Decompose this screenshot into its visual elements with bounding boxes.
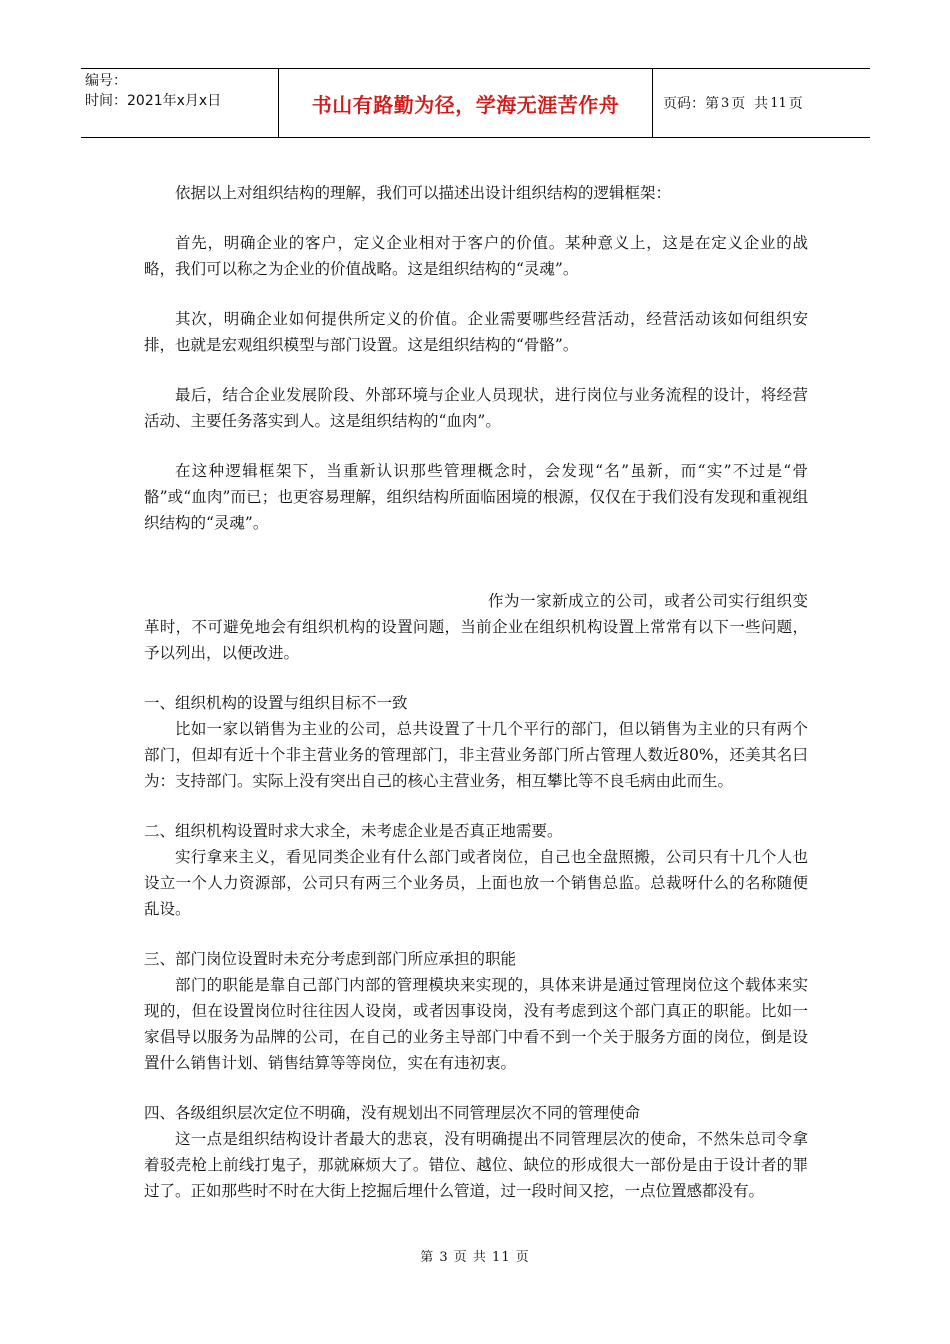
header-meta [81,69,279,137]
page-footer: 第 3 页 共 11 页 [420,1250,530,1265]
page-label-suffix: 页 [788,96,803,112]
heading-issue-2: 二、组织机构设置时求大求全，未考虑企业是否真正地需要。 [144,822,563,840]
paragraph-second: 其次，明确企业如何提供所定义的价值。企业需要哪些经营活动，经营活动该如何组织安排，也就是宏观组织模型与部门设置。这是组织结构的“骨骼”。 [144,310,808,354]
paragraph-first: 首先，明确企业的客户，定义企业相对于客户的价值。某种意义上，这是在定义企业的战略，我们可以称之为企业的价值战略。这是组织结构的“灵魂”。 [144,234,808,278]
paragraph-new-company: 作为一家新成立的公司，或者公司实行组织变革时，不可避免地会有组织机构的设置问题，当前企业在组织机构设置上常常有以下一些问题，予以列出，以便改进。 [144,592,808,662]
paragraph-issue-2: 实行拿来主义，看见同类企业有什么部门或者岗位，自己也全盘照搬，公司只有十几个人也设立一个人力资源部，公司只有两三个业务员，上面也放一个销售总监。总裁呀什么的名称随便乱设。 [144,848,808,918]
paragraph-issue-4: 这一点是组织结构设计者最大的悲哀，没有明确提出不同管理层次的使命，不然朱总司令拿着驳壳枪上前线打鬼子，那就麻烦大了。错位、越位、缺位的形成很大一部份是由于设计者的罪过了。正如那些时不时在大街上挖掘后埋什么管道，过一段时间又挖，一点位置感都没有。 [144,1130,808,1200]
header-motto-cell [279,69,653,137]
header-page-info [653,69,870,137]
heading-issue-1: 一、组织机构的设置与组织目标不一致 [144,694,408,712]
document-body [144,180,808,1204]
page-label-mid: 页 共 [731,96,769,112]
paragraph-framework: 在这种逻辑框架下，当重新认识那些管理概念时，会发现“名”虽新，而“实”不过是“骨骼”或“血肉”而已；也更容易理解，组织结构所面临困境的根源，仅仅在于我们没有发现和重视组织结构的“灵魂”。 [144,462,808,532]
heading-issue-3: 三、部门岗位设置时未充分考虑到部门所应承担的职能 [144,950,517,968]
heading-issue-4: 四、各级组织层次定位不明确，没有规划出不同管理层次不同的管理使命 [144,1104,641,1122]
paragraph-issue-3: 部门的职能是靠自己部门内部的管理模块来实现的，具体来讲是通过管理岗位这个载体来实现的，但在设置岗位时往往因人设岗，或者因事设岗，没有考虑到这个部门真正的职能。比如一家倡导以服务为品牌的公司，在自己的业务主导部门中看不到一个关于服务方面的岗位，倒是设置什么销售计划、销售结算等等岗位，实在有违初衷。 [144,976,808,1072]
page-current: 3 [721,95,730,111]
page-header [81,68,870,138]
header-motto: 书山有路勤为径，学海无涯苦作舟 [311,92,620,117]
header-time-label: 时间：2021年x月x日 [85,93,222,109]
paragraph-last: 最后，结合企业发展阶段、外部环境与企业人员现状，进行岗位与业务流程的设计，将经营活动、主要任务落实到人。这是组织结构的“血肉”。 [144,386,808,430]
page-label-prefix: 页码：第 [663,96,719,112]
paragraph-issue-1: 比如一家以销售为主业的公司，总共设置了十几个平行的部门，但以销售为主业的只有两个部门，但却有近十个非主营业务的管理部门，非主营业务部门所占管理人数近80%，还美其名曰为：支持部门。实际上没有突出自己的核心主营业务，相互攀比等不良毛病由此而生。 [144,720,808,790]
header-code-label: 编号： [85,73,127,89]
paragraph-intro: 依据以上对组织结构的理解，我们可以描述出设计组织结构的逻辑框架： [175,184,672,202]
page-total: 11 [770,95,787,111]
